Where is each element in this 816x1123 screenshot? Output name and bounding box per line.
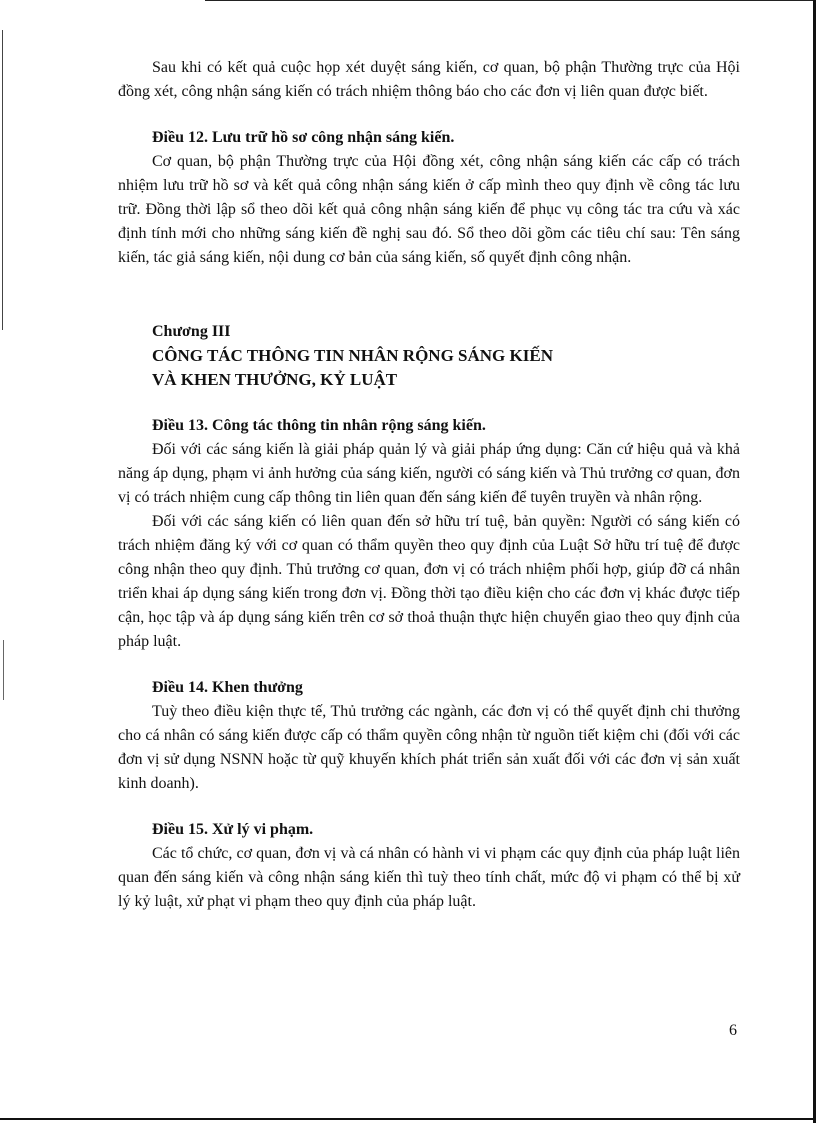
intro-paragraph: Sau khi có kết quả cuộc họp xét duyệt sáng kiến, cơ quan, bộ phận Thường trực của Hội đồng xét, công nhận sáng kiến có trách nhiệm thông báo cho các đơn vị liên quan được biết.: [118, 59, 740, 100]
article-14-paragraph-1: Tuỳ theo điều kiện thực tế, Thủ trưởng các ngành, các đơn vị có thể quyết định chi thưởng cho cá nhân có sáng kiến được cấp có thẩm quyền công nhận từ nguồn tiết kiệm chi (đối với các đơn vị sử dụng NSNN hoặc từ quỹ khuyến khích phát triển sản xuất đối với các đơn vị sản xuất kinh doanh).: [118, 703, 740, 792]
document-body: [118, 56, 740, 914]
article-12-paragraph-1: Cơ quan, bộ phận Thường trực của Hội đồng xét, công nhận sáng kiến các cấp có trách nhiệm lưu trữ hồ sơ và kết quả công nhận sáng kiến ở cấp mình theo quy định về công tác lưu trữ. Đồng thời lập sổ theo dõi kết quả công nhận sáng kiến để phục vụ công tác tra cứu và xác định tính mới cho những sáng kiến đề nghị sau đó. Sổ theo dõi gồm các tiêu chí sau: Tên sáng kiến, tác giả sáng kiến, nội dung cơ bản của sáng kiến, số quyết định công nhận.: [118, 153, 740, 266]
article-14-heading: Điều 14. Khen thưởng: [152, 679, 303, 696]
scan-edge-top: [205, 0, 816, 1]
article-12-heading: Điều 12. Lưu trữ hồ sơ công nhận sáng kiến.: [152, 129, 455, 146]
article-13-paragraph-2: Đối với các sáng kiến có liên quan đến sở hữu trí tuệ, bản quyền: Người có sáng kiến có trách nhiệm đăng ký với cơ quan có thẩm quyền theo quy định của Luật Sở hữu trí tuệ để được công nhận theo quy định. Thủ trưởng cơ quan, đơn vị có trách nhiệm phối hợp, giúp đỡ cá nhân triển khai áp dụng sáng kiến trong đơn vị. Đồng thời tạo điều kiện cho các đơn vị khác được tiếp cận, học tập và áp dụng sáng kiến trên cơ sở thoả thuận thực hiện chuyển giao theo quy định của pháp luật.: [118, 513, 740, 650]
scan-edge-left: [2, 30, 3, 330]
scan-edge-left-mark: [3, 640, 4, 700]
article-15-paragraph-1: Các tổ chức, cơ quan, đơn vị và cá nhân có hành vi vi phạm các quy định của pháp luật liên quan đến sáng kiến và công nhận sáng kiến thì tuỳ theo tính chất, mức độ vi phạm có thể bị xử lý kỷ luật, xử phạt vi phạm theo quy định của pháp luật.: [118, 845, 740, 910]
article-13-paragraph-1: Đối với các sáng kiến là giải pháp quản lý và giải pháp ứng dụng: Căn cứ hiệu quả và khả năng áp dụng, phạm vi ảnh hưởng của sáng kiến, người có sáng kiến và Thủ trưởng cơ quan, đơn vị có trách nhiệm cung cấp thông tin liên quan đến sáng kiến để tuyên truyền và nhân rộng.: [118, 441, 740, 506]
chapter-label: Chương III: [152, 323, 231, 340]
page-number: 6: [729, 1022, 737, 1039]
scan-edge-bottom: [0, 1118, 816, 1120]
chapter-title-line-1: CÔNG TÁC THÔNG TIN NHÂN RỘNG SÁNG KIẾN: [152, 346, 553, 365]
chapter-title-line-2: VÀ KHEN THƯỞNG, KỶ LUẬT: [152, 370, 398, 389]
article-13-heading: Điều 13. Công tác thông tin nhân rộng sáng kiến.: [152, 417, 486, 434]
article-15-heading: Điều 15. Xử lý vi phạm.: [152, 821, 314, 838]
